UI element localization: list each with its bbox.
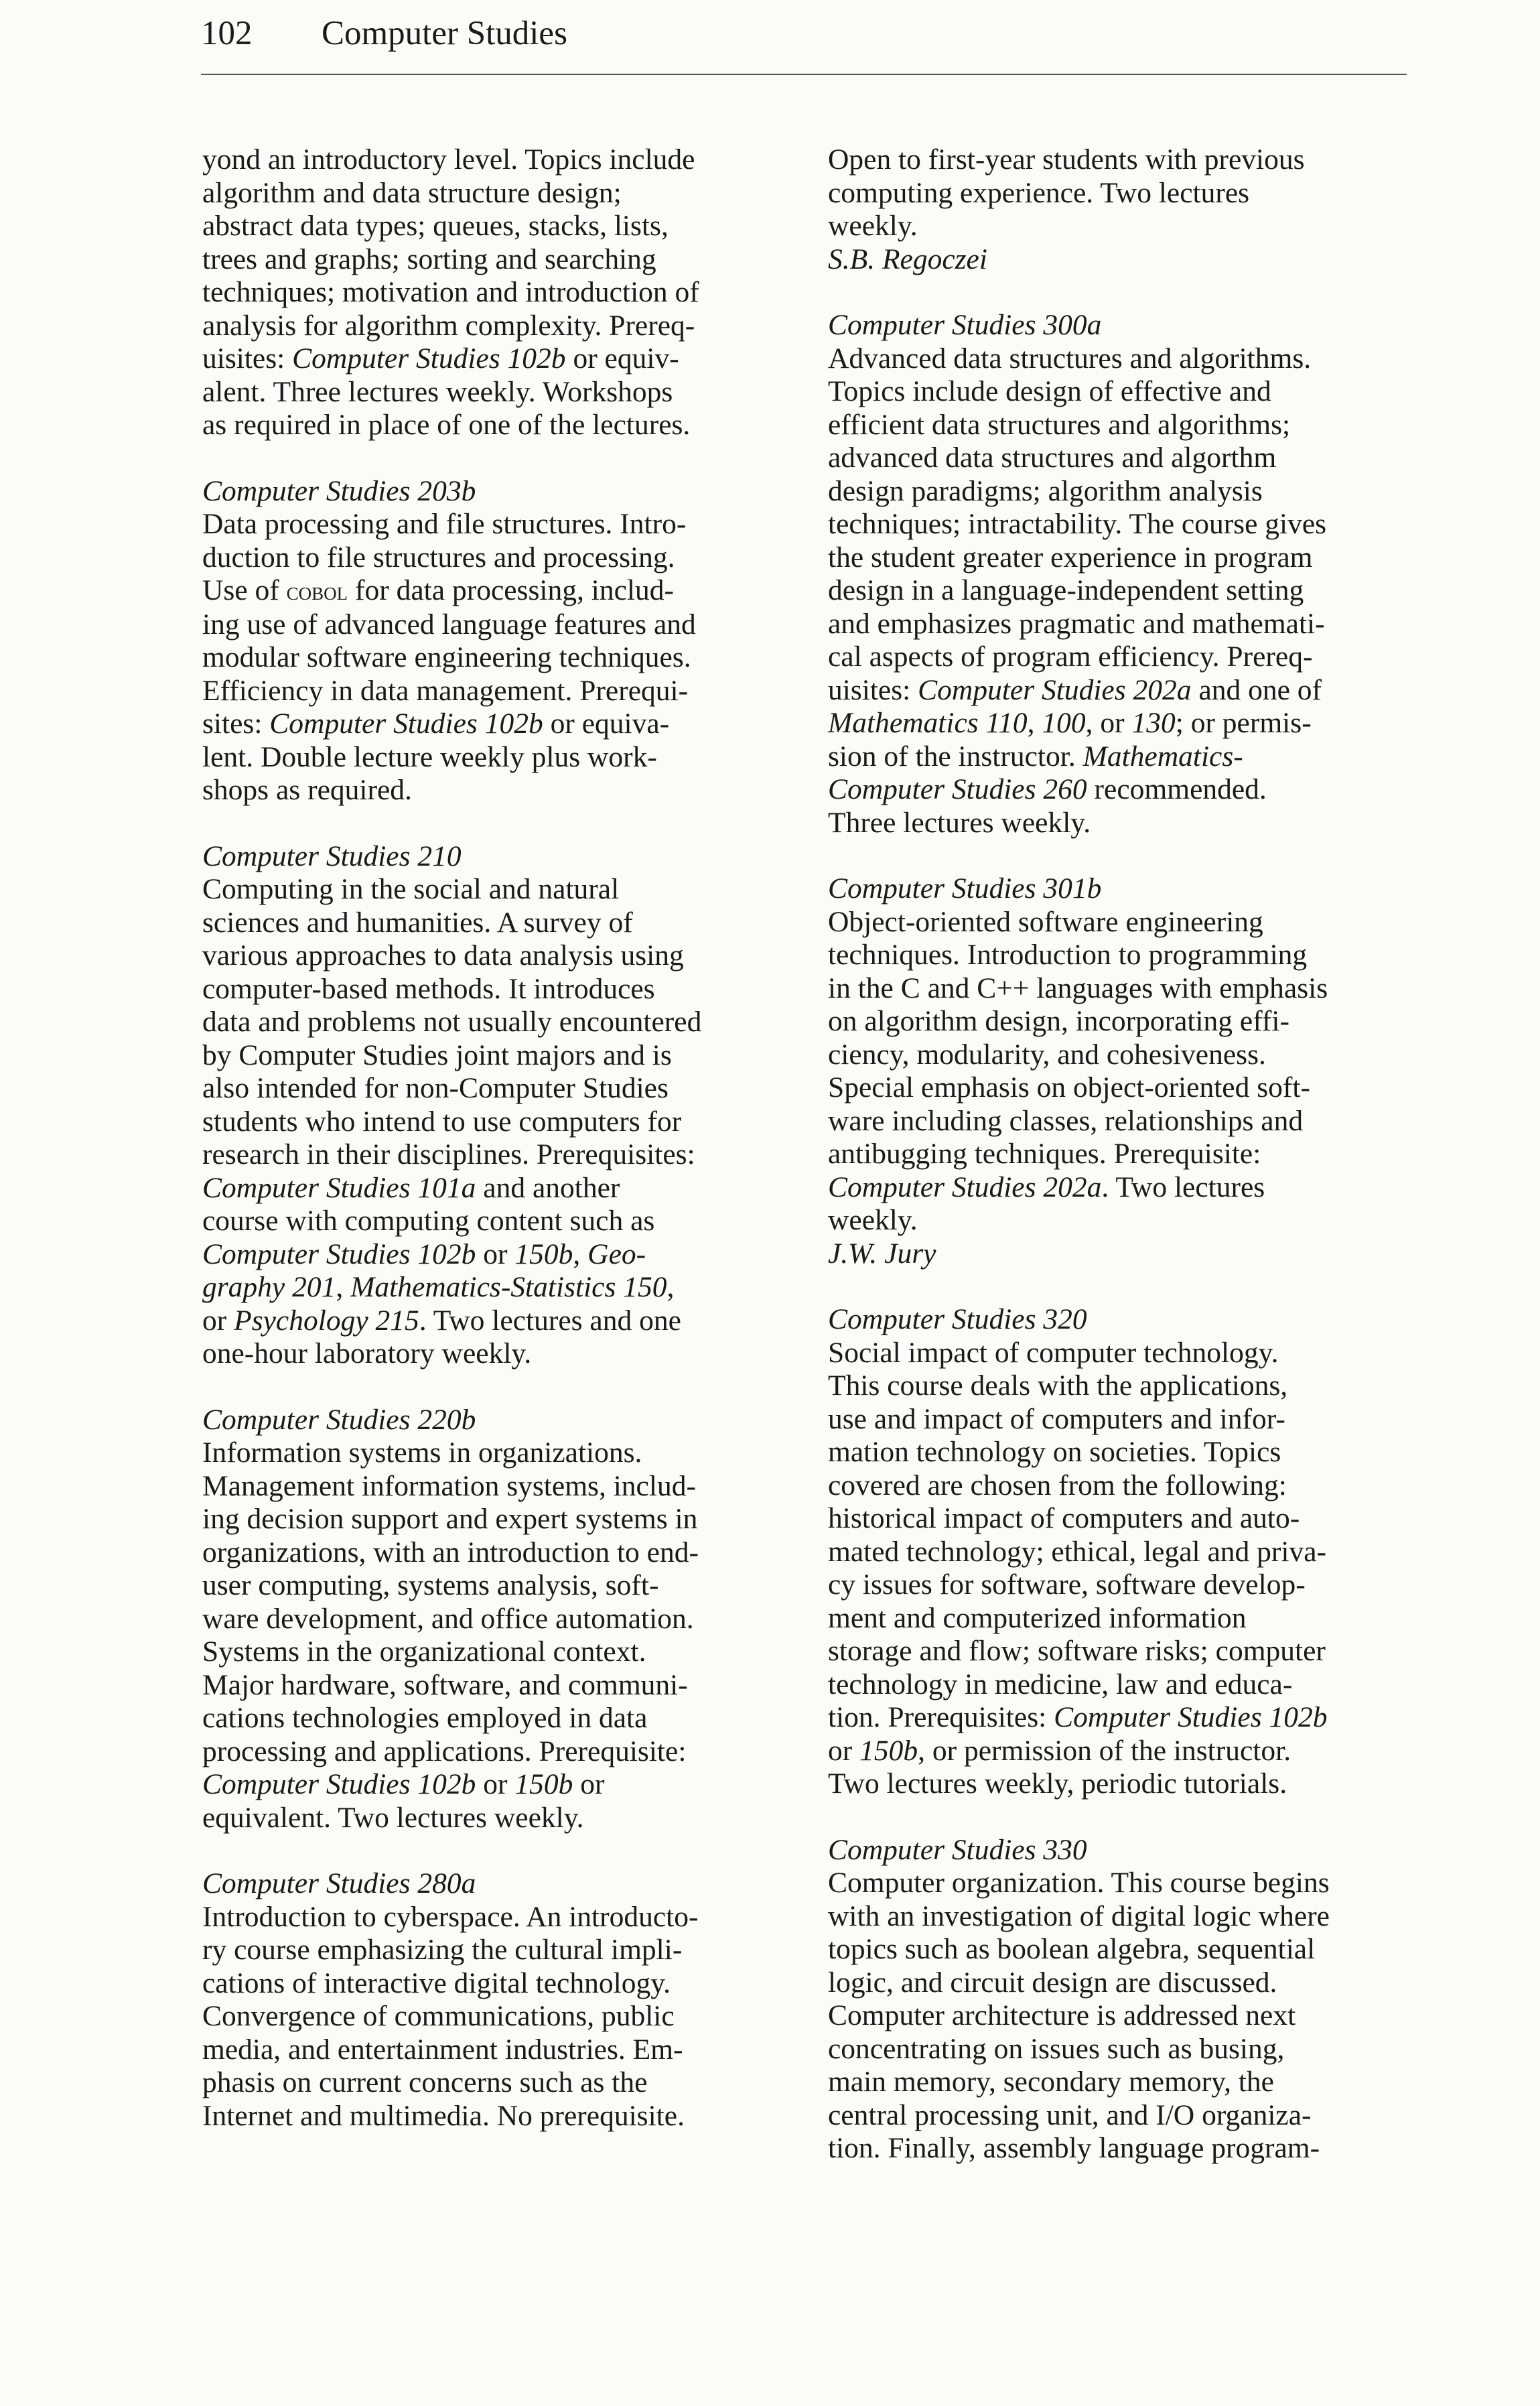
course-description-line: uisites: Computer Studies 202a and one of <box>828 673 1322 706</box>
course-description-line: design in a language-independent setting <box>828 574 1304 606</box>
course-description-line: efficient data structures and algorithms; <box>828 408 1291 441</box>
course-description-line: cy issues for software, software develop- <box>828 1568 1306 1601</box>
course-description-line: advanced data structures and algorthm <box>828 442 1277 474</box>
course-description-line: Computer Studies 202a. Two lectures <box>828 1171 1265 1203</box>
course-description-line: techniques; motivation and introduction of <box>202 276 699 308</box>
course-description-line: uisites: Computer Studies 102b or equiv- <box>202 342 679 375</box>
course-description-line: ry course emphasizing the cultural impli- <box>202 1934 683 1966</box>
course-description-line: mated technology; ethical, legal and priva- <box>828 1535 1327 1568</box>
course-description-line: ware development, and office automation. <box>202 1602 694 1635</box>
course-description-line: trees and graphs; sorting and searching <box>202 243 656 275</box>
course-description-line: Data processing and file structures. Intro- <box>202 508 687 540</box>
course-description-line: Object-oriented software engineering <box>828 905 1263 938</box>
course-description-line: equivalent. Two lectures weekly. <box>202 1801 584 1834</box>
course-description-line: data and problems not usually encountered <box>202 1006 702 1038</box>
course-description-line: Computer architecture is addressed next <box>828 1999 1296 2031</box>
course-description-line: alent. Three lectures weekly. Workshops <box>202 375 673 408</box>
course-entry <box>828 143 1417 276</box>
course-description-line: covered are chosen from the following: <box>828 1469 1287 1501</box>
course-description-line: abstract data types; queues, stacks, lists, <box>202 210 669 242</box>
course-description-line: user computing, systems analysis, soft- <box>202 1569 659 1601</box>
course-description-line: research in their disciplines. Prerequisites: <box>202 1138 695 1171</box>
course-description-line: and emphasizes pragmatic and mathemati- <box>828 607 1325 640</box>
course-description-line: Introduction to cyberspace. An introducto- <box>202 1900 699 1933</box>
course-description-line: the student greater experience in program <box>828 541 1313 574</box>
course-description-line: sciences and humanities. A survey of <box>202 906 633 939</box>
course-description-line: historical impact of computers and auto- <box>828 1502 1300 1534</box>
course-description-line: Computer organization. This course begins <box>828 1867 1330 1899</box>
course-entry <box>828 872 1417 1270</box>
course-description-line: on algorithm design, incorporating effi- <box>828 1005 1289 1037</box>
course-description-line: Topics include design of effective and <box>828 375 1271 407</box>
course-title: Computer Studies 330 <box>828 1833 1087 1866</box>
header-rule <box>201 74 1407 75</box>
course-description-line: algorithm and data structure design; <box>202 176 622 209</box>
course-description-line: technology in medicine, law and educa- <box>828 1668 1293 1700</box>
course-description-line: storage and flow; software risks; computer <box>828 1635 1326 1667</box>
running-title: Computer Studies <box>322 15 567 52</box>
course-title: Computer Studies 210 <box>202 840 462 872</box>
course-description-line: Computer Studies 260 recommended. <box>828 773 1267 805</box>
course-description-line: Open to first-year students with previous <box>828 143 1305 176</box>
course-description-line: with an investigation of digital logic where <box>828 1899 1330 1932</box>
course-description-line: mation technology on societies. Topics <box>828 1436 1281 1468</box>
course-description-line: Use of cobol for data processing, includ- <box>202 574 674 606</box>
course-description-line: also intended for non-Computer Studies <box>202 1072 669 1104</box>
course-instructor: S.B. Regoczei <box>828 243 987 275</box>
course-description-line: or Psychology 215. Two lectures and one <box>202 1304 681 1337</box>
course-description-line: Efficiency in data management. Prerequi- <box>202 674 689 707</box>
course-description-line: sites: Computer Studies 102b or equiva- <box>202 708 670 740</box>
course-description-line: Advanced data structures and algorithms. <box>828 342 1312 375</box>
course-description-line: weekly. <box>828 1204 918 1236</box>
course-description-line: Two lectures weekly, periodic tutorials. <box>828 1767 1287 1800</box>
course-description-line: one-hour laboratory weekly. <box>202 1337 532 1369</box>
right-column <box>828 143 1417 2165</box>
course-description-line: computing experience. Two lectures <box>828 176 1250 209</box>
course-description-line: main memory, secondary memory, the <box>828 2066 1274 2098</box>
course-description-line: Computer Studies 102b or 150b, Geo- <box>202 1238 646 1270</box>
course-description-line: cations technologies employed in data <box>202 1702 648 1734</box>
course-description-line: weekly. <box>828 210 918 242</box>
course-description-line: duction to file structures and processing. <box>202 541 675 574</box>
course-description-line: Special emphasis on object-oriented soft- <box>828 1071 1310 1104</box>
course-description-line: techniques; intractability. The course gives <box>828 508 1327 540</box>
course-description-line: media, and entertainment industries. Em- <box>202 2033 683 2066</box>
course-description-line: tion. Prerequisites: Computer Studies 102b <box>828 1701 1328 1733</box>
course-entry <box>828 1303 1417 1801</box>
course-description-line: Computing in the social and natural <box>202 873 620 905</box>
course-description-line: Internet and multimedia. No prerequisite. <box>202 2099 685 2132</box>
course-description-line: Management information systems, includ- <box>202 1469 696 1502</box>
course-entry <box>828 309 1417 840</box>
course-description-line: Computer Studies 102b or 150b or <box>202 1768 605 1800</box>
course-description-line: Social impact of computer technology. <box>828 1336 1279 1369</box>
course-title: Computer Studies 301b <box>828 872 1102 905</box>
course-description-line: by Computer Studies joint majors and is <box>202 1039 672 1071</box>
course-description-line: Information systems in organizations. <box>202 1436 642 1469</box>
course-description-line: Three lectures weekly. <box>828 806 1091 839</box>
course-description-line: shops as required. <box>202 774 412 806</box>
course-description-line: in the C and C++ languages with emphasis <box>828 972 1328 1004</box>
course-description-line: central processing unit, and I/O organiza- <box>828 2098 1312 2131</box>
course-title: Computer Studies 300a <box>828 309 1102 341</box>
course-description-line: various approaches to data analysis using <box>202 939 684 972</box>
course-description-line: Convergence of communications, public <box>202 2000 675 2032</box>
course-description-line: This course deals with the applications, <box>828 1369 1288 1402</box>
course-description-line: concentrating on issues such as busing, <box>828 2032 1285 2065</box>
course-description-line: ment and computerized information <box>828 1601 1247 1634</box>
course-title: Computer Studies 203b <box>202 474 476 507</box>
page-number: 102 <box>201 15 253 52</box>
course-entry <box>202 475 792 807</box>
course-description-line: topics such as boolean algebra, sequential <box>828 1933 1316 1965</box>
course-description-line: Mathematics 110, 100, or 130; or permis- <box>828 707 1312 739</box>
course-description-line: modular software engineering techniques. <box>202 641 691 673</box>
course-description-line: ciency, modularity, and cohesiveness. <box>828 1038 1266 1071</box>
course-description-line: computer-based methods. It introduces <box>202 972 655 1005</box>
course-description-line: sion of the instructor. Mathematics- <box>828 740 1243 773</box>
course-title: Computer Studies 220b <box>202 1403 476 1436</box>
course-description-line: ware including classes, relationships and <box>828 1104 1304 1137</box>
course-description-line: analysis for algorithm complexity. Prereq- <box>202 309 695 342</box>
course-entry <box>202 840 792 1371</box>
course-description-line: antibugging techniques. Prerequisite: <box>828 1138 1261 1170</box>
course-description-line: techniques. Introduction to programming <box>828 939 1308 971</box>
course-description-line: design paradigms; algorithm analysis <box>828 474 1263 507</box>
course-description-line: Computer Studies 101a and another <box>202 1171 620 1204</box>
course-entry <box>828 1834 1417 2165</box>
course-entry <box>202 1404 792 1835</box>
course-description-line: ing use of advanced language features and <box>202 608 696 641</box>
course-description-line: as required in place of one of the lectures. <box>202 409 691 441</box>
course-description-line: use and impact of computers and infor- <box>828 1402 1285 1435</box>
course-title: Computer Studies 280a <box>202 1867 476 1899</box>
course-description-line: course with computing content such as <box>202 1205 655 1237</box>
course-entry <box>202 1867 792 2133</box>
course-description-line: organizations, with an introduction to end- <box>202 1536 699 1568</box>
running-header <box>201 7 567 60</box>
course-description-line: phasis on current concerns such as the <box>202 2066 648 2098</box>
course-description-line: Systems in the organizational context. <box>202 1635 646 1668</box>
left-column <box>202 143 792 2133</box>
course-description-line: students who intend to use computers for <box>202 1105 682 1138</box>
course-description-line: logic, and circuit design are discussed. <box>828 1966 1277 1999</box>
course-description-line: or 150b, or permission of the instructor. <box>828 1734 1291 1767</box>
course-description-line: cal aspects of program efficiency. Prereq- <box>828 641 1313 673</box>
course-description-line: processing and applications. Prerequisite: <box>202 1735 687 1767</box>
course-title: Computer Studies 320 <box>828 1303 1087 1335</box>
course-entry <box>202 143 792 442</box>
course-description-line: ing decision support and expert systems in <box>202 1503 698 1535</box>
course-description-line: graphy 201, Mathematics-Statistics 150, <box>202 1271 675 1303</box>
course-description-line: cations of interactive digital technology. <box>202 1966 671 1999</box>
course-description-line: Major hardware, software, and communi- <box>202 1668 688 1701</box>
course-description-line: yond an introductory level. Topics include <box>202 143 695 176</box>
course-description-line: lent. Double lecture weekly plus work- <box>202 740 657 773</box>
course-instructor: J.W. Jury <box>828 1237 936 1270</box>
course-description-line: tion. Finally, assembly language program- <box>828 2132 1320 2164</box>
